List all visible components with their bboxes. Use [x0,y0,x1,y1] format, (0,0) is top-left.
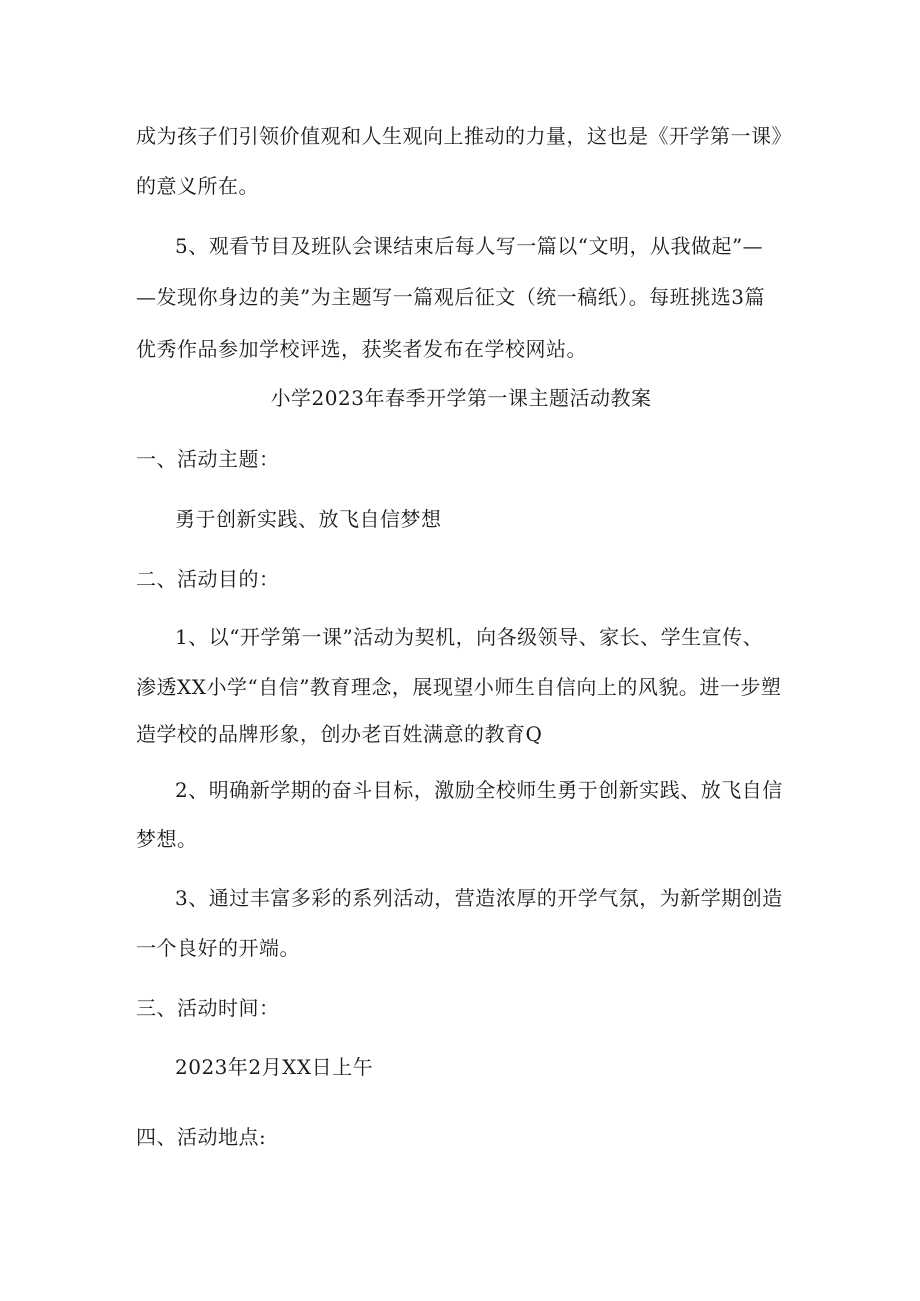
paragraph-line: 2023年2月XX日上午 [175,1055,374,1079]
paragraph-line: 成为孩子们引领价值观和人生观向上推动的力量，这也是《开学第一课》 [136,124,792,148]
section-heading: 二、活动目的： [136,567,280,591]
paragraph-line: 1、以“开学第一课”活动为契机，向各级领导、家长、学生宣传、 [175,625,764,649]
section-heading: 三、活动时间： [136,996,280,1020]
paragraph-line: 2、明确新学期的奋斗目标，激励全校师生勇于创新实践、放飞自信 [175,778,783,802]
section-heading: 四、活动地点: [136,1125,267,1149]
paragraph-line: 一个良好的开端。 [136,936,300,960]
paragraph-line: 渗透XX小学“自信”教育理念，展现望小师生自信向上的风貌。进一步塑 [136,675,782,699]
paragraph-line: 的意义所在。 [136,174,259,198]
document-title: 小学2023年春季开学第一课主题活动教案 [270,386,652,410]
section-heading: 一、活动主题： [136,447,280,471]
paragraph-line: 3、通过丰富多彩的系列活动，营造浓厚的开学气氛，为新学期创造 [175,886,783,910]
paragraph-line: 优秀作品参加学校评选，获奖者发布在学校网站。 [136,337,587,361]
paragraph-line: 梦想。 [136,827,198,851]
paragraph-line: 勇于创新实践、放飞自信梦想 [175,507,442,531]
paragraph-line: 5、观看节目及班队会课结束后每人写一篇以“文明，从我做起”— [175,234,764,258]
paragraph-line: —发现你身边的美”为主题写一篇观后征文（统一稿纸）。每班挑选3篇 [136,285,765,309]
paragraph-line: 造学校的品牌形象，创办老百姓满意的教育Q [136,722,543,746]
